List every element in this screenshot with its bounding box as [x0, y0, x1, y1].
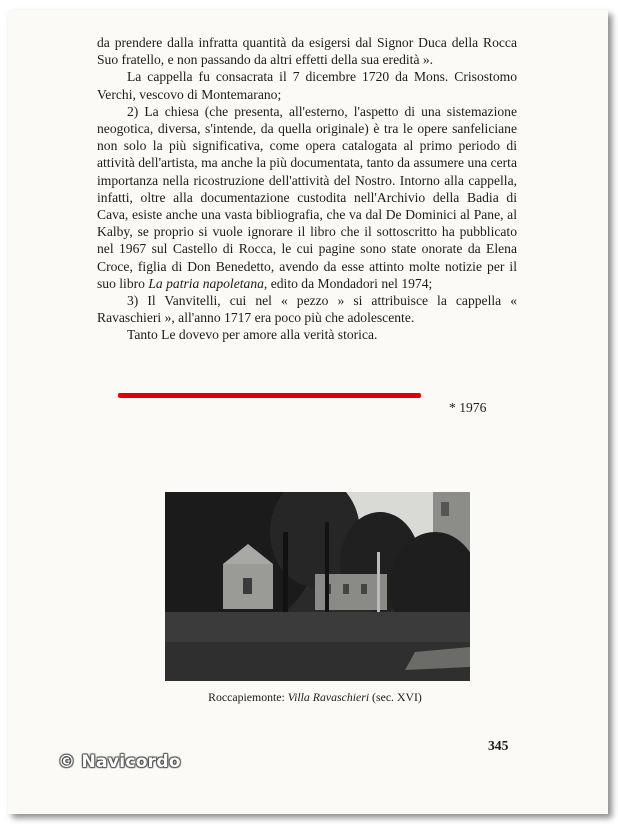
paragraph-3 — [97, 103, 517, 292]
watermark: © Navicordo — [58, 752, 181, 772]
paragraph-3-text-b: , edito da Mondadori nel 1974; — [263, 275, 433, 291]
villa-photo — [165, 492, 470, 681]
paragraph-5: Tanto Le dovevo per amore alla verità storica. — [127, 327, 378, 343]
paragraph-1: da prendere dalla infratta quantità da esigersi dal Signor Duca della Rocca Suo fratello, e non passando da altri effetti della sua eredità ». — [97, 35, 517, 68]
paragraph-4: 3) Il Vanvitelli, cui nel « pezzo » si attribuisce la cappella « Ravaschieri », all'anno 1717 era poco più che adolescente. — [97, 293, 517, 326]
caption-place: Roccapiemonte: — [208, 690, 288, 704]
body-text — [97, 34, 517, 344]
page-number: 345 — [488, 738, 509, 753]
book-title: La patria napoletana — [148, 275, 264, 291]
footnote: * 1976 — [449, 400, 487, 415]
villa-photo-image — [165, 492, 470, 681]
paragraph-2: La cappella fu consacrata il 7 dicembre 1720 da Mons. Crisostomo Verchi, vescovo di Montemarano; — [97, 69, 517, 102]
paragraph-3-text-a: 2) La chiesa (che presenta, all'esterno, l'aspetto di una sistemazione neogotica, diversa, s'intende, da quella originale) è tra le opere sanfeliciane non solo la più significativa, come opera catalogata al primo periodo di attività dell'artista, ma anche la più documentata, tanto da assumere una certa importanza nella ricostruzione dell'attività del Nostro. Intorno alla cappella, infatti, oltre alla documentazione custodita nell'Archivio della Badia di Cava, esiste anche una vasta bibliografia, che va dal De Dominici al Pane, al Kalby, se proprio si vuole ignorare il libro che il sottoscritto ha pubblicato nel 1967 sul Castello di Rocca, le cui pagine sono state onorate da Elena Croce, figlia di Don Benedetto, avendo da esse attinto molte notizie per il suo libro — [97, 103, 517, 291]
caption-date: (sec. XVI) — [369, 690, 422, 704]
photo-caption — [140, 690, 490, 705]
caption-title: Villa Ravaschieri — [287, 690, 370, 704]
red-underline — [118, 393, 421, 398]
